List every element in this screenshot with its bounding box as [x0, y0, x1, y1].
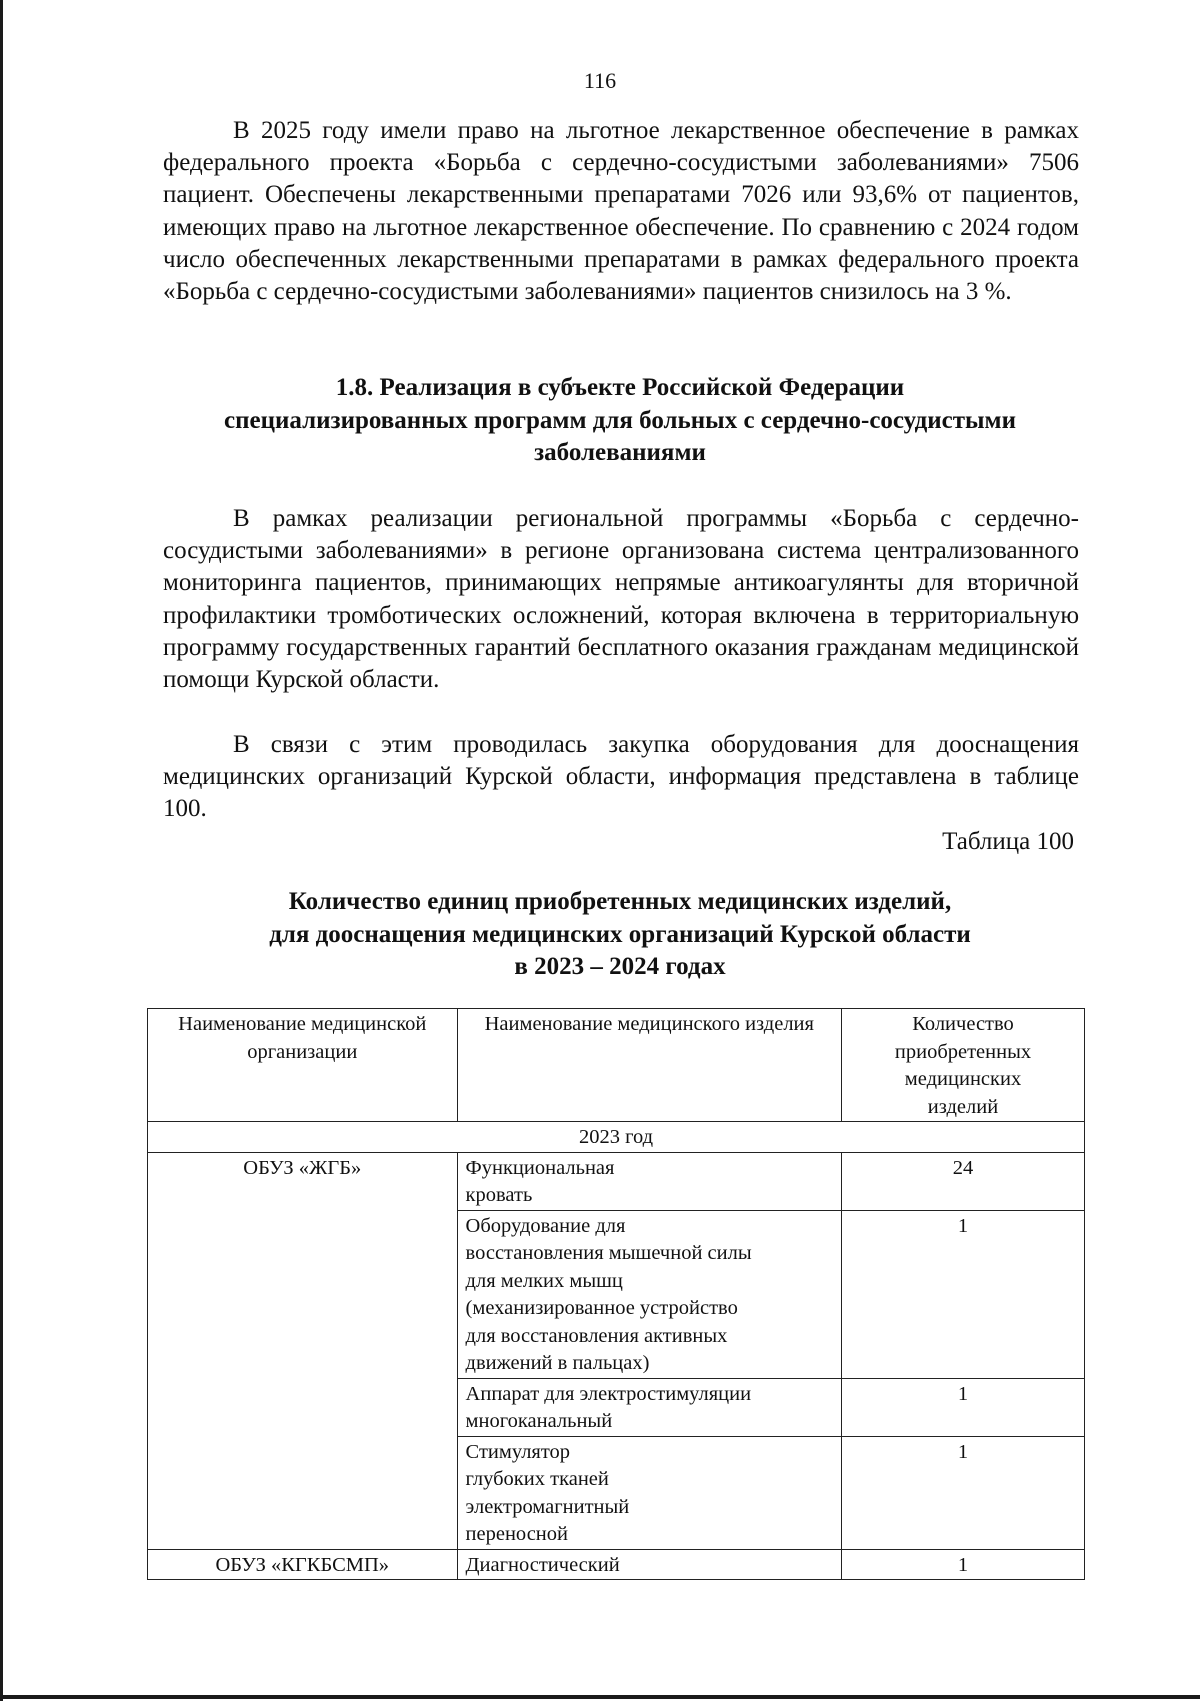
device-line: Оборудование для [465, 1214, 626, 1237]
organization-cell: ОБУЗ «КГКБСМП» [148, 1549, 458, 1580]
table-row [148, 1152, 1085, 1210]
device-cell [457, 1436, 841, 1549]
organization-cell [148, 1436, 458, 1549]
table-title-line: для дооснащения медицинских организаций Курской области [269, 920, 971, 948]
device-line: кровать [465, 1184, 533, 1206]
device-line: для мелких мышц [465, 1269, 623, 1292]
page-frame-bottom-edge [0, 1695, 1200, 1699]
device-cell [457, 1378, 841, 1436]
device-cell [457, 1549, 841, 1580]
section-heading-line: 1.8. Реализация в субъекте Российской Федерации [335, 374, 905, 401]
quantity-cell: 1 [842, 1436, 1085, 1549]
header-device: Наименование медицинского изделия [457, 1009, 841, 1122]
device-cell [457, 1152, 841, 1210]
section-heading-line: специализированных программ для больных с сердечно-сосудистыми [224, 406, 1016, 434]
device-line: Диагностический [465, 1553, 620, 1576]
quantity-cell: 24 [842, 1152, 1085, 1210]
device-line: многоканальный [465, 1410, 613, 1432]
header-organization: Наименование медицинской организации [148, 1009, 458, 1122]
table-row [148, 1378, 1085, 1436]
device-cell [457, 1210, 841, 1378]
device-line: для восстановления активных [465, 1324, 728, 1347]
table-year-row [148, 1122, 1085, 1153]
table-row [148, 1210, 1085, 1378]
table-label: Таблица 100 [942, 828, 1074, 855]
device-line: электромагнитный [465, 1495, 630, 1518]
device-line: Аппарат для электростимуляции [465, 1382, 752, 1405]
year-cell: 2023 год [148, 1122, 1085, 1153]
organization-cell [148, 1210, 458, 1378]
section-heading [150, 372, 1090, 470]
device-line: движений в пальцах) [465, 1352, 650, 1374]
paragraph-text: В 2025 году имели право на льготное лекарственное обеспечение в рамках федерального проекта «Борьба с сердечно-сосудистыми заболеваниями» 7506 пациент. Обеспечены лекарственными препаратами 7026 или 93,6% от пациентов, имеющих право на льготное лекарственное обеспечение. По сравнению с 2024 годом число обеспеченных лекарственными препаратами в рамках федерального проекта «Борьба с сердечно-сосудистыми заболеваниями» пациентов снизилось на 3 %. [163, 117, 1079, 306]
paragraph-equipment-purchase [163, 729, 1079, 826]
medical-devices-table [147, 1008, 1085, 1580]
quantity-cell: 1 [842, 1549, 1085, 1580]
table-title-line: Количество единиц приобретенных медицинских изделий, [288, 888, 952, 915]
page-frame-left-edge [0, 0, 3, 1701]
paragraph-federal-project-stats [163, 115, 1079, 308]
device-line: глубоких тканей [465, 1468, 609, 1490]
table-row [148, 1436, 1085, 1549]
table-title-line: в 2023 – 2024 годах [514, 953, 726, 980]
device-line: Стимулятор [465, 1440, 571, 1463]
quantity-cell: 1 [842, 1210, 1085, 1378]
table-row [148, 1549, 1085, 1580]
device-line: восстановления мышечной силы [465, 1242, 752, 1264]
header-quantity: Количество приобретенных медицинских изделий [842, 1009, 1085, 1122]
paragraph-regional-program [163, 503, 1079, 696]
organization-cell [148, 1378, 458, 1436]
page-number: 116 [583, 68, 617, 93]
device-line: Функциональная [465, 1156, 615, 1179]
paragraph-text: В рамках реализации региональной программы «Борьба с сердечно-сосудистыми заболеваниями» в регионе организована система централизованного мониторинга пациентов, принимающих непрямые антикоагулянты для вторичной профилактики тромботических осложнений, которая включена в территориальную программу государственных гарантий бесплатного оказания гражданам медицинской помощи Курской области. [163, 505, 1079, 694]
device-line: переносной [465, 1523, 568, 1545]
paragraph-text: В связи с этим проводилась закупка оборудования для дооснащения медицинских организаций Курской области, информация представлена в таблице 100. [163, 731, 1079, 823]
device-line: (механизированное устройство [465, 1297, 738, 1319]
section-heading-line: заболеваниями [534, 439, 706, 466]
quantity-cell: 1 [842, 1378, 1085, 1436]
table-header-row [148, 1009, 1085, 1122]
organization-cell: ОБУЗ «ЖГБ» [148, 1152, 458, 1210]
table-title [150, 886, 1090, 984]
